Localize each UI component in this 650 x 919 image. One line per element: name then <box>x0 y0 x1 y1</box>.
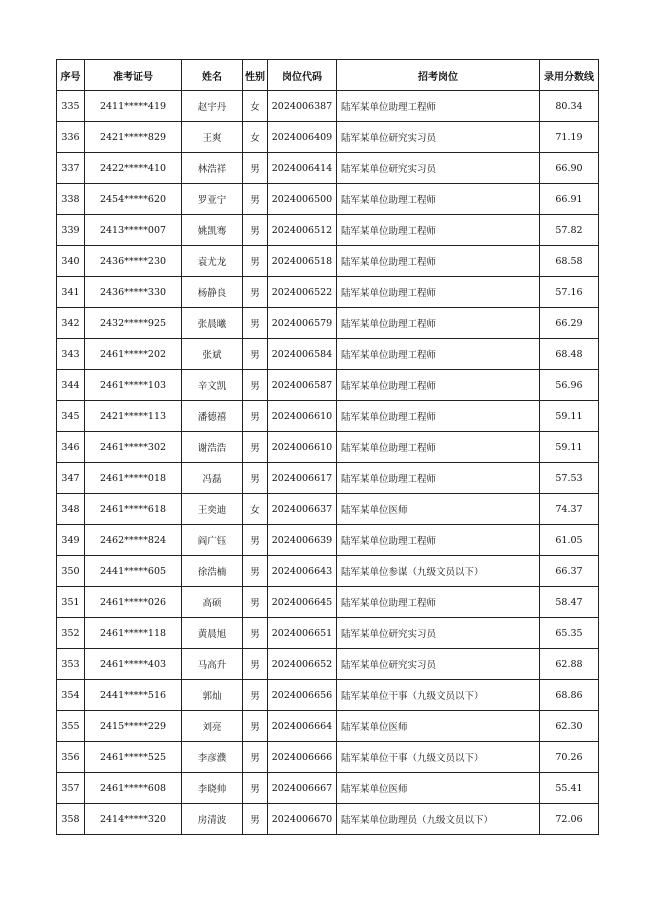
cell-name: 李彦濮 <box>182 742 243 773</box>
cell-score: 66.37 <box>540 556 599 587</box>
cell-seq: 352 <box>57 618 85 649</box>
cell-post-code: 2024006579 <box>268 308 337 339</box>
cell-seq: 351 <box>57 587 85 618</box>
cell-name: 林浩祥 <box>182 153 243 184</box>
cell-name: 辛文凯 <box>182 370 243 401</box>
cell-name: 张斌 <box>182 339 243 370</box>
cell-gender: 男 <box>243 432 268 463</box>
cell-post: 陆军某单位助理工程师 <box>337 339 540 370</box>
cell-seq: 344 <box>57 370 85 401</box>
cell-post: 陆军某单位助理工程师 <box>337 277 540 308</box>
table-row <box>57 91 599 122</box>
cell-gender: 男 <box>243 463 268 494</box>
cell-name: 罗亚宁 <box>182 184 243 215</box>
cell-score: 68.48 <box>540 339 599 370</box>
table-row <box>57 339 599 370</box>
cell-seq: 354 <box>57 680 85 711</box>
cell-gender: 男 <box>243 153 268 184</box>
cell-seq: 335 <box>57 91 85 122</box>
header-post-code: 岗位代码 <box>268 60 337 91</box>
cell-exam-id: 2461*****026 <box>85 587 182 618</box>
cell-post: 陆军某单位研究实习员 <box>337 618 540 649</box>
cell-score: 65.35 <box>540 618 599 649</box>
cell-post-code: 2024006643 <box>268 556 337 587</box>
cell-exam-id: 2454*****620 <box>85 184 182 215</box>
cell-post-code: 2024006652 <box>268 649 337 680</box>
cell-score: 80.34 <box>540 91 599 122</box>
cell-post-code: 2024006666 <box>268 742 337 773</box>
cell-post-code: 2024006500 <box>268 184 337 215</box>
cell-score: 68.86 <box>540 680 599 711</box>
cell-post-code: 2024006414 <box>268 153 337 184</box>
results-table <box>56 59 599 835</box>
table-row <box>57 680 599 711</box>
cell-post: 陆军某单位研究实习员 <box>337 153 540 184</box>
cell-name: 李晓帅 <box>182 773 243 804</box>
table-row <box>57 711 599 742</box>
cell-post-code: 2024006617 <box>268 463 337 494</box>
cell-exam-id: 2461*****608 <box>85 773 182 804</box>
table-row <box>57 153 599 184</box>
table-row <box>57 773 599 804</box>
cell-post-code: 2024006610 <box>268 401 337 432</box>
cell-seq: 337 <box>57 153 85 184</box>
cell-score: 57.53 <box>540 463 599 494</box>
cell-post: 陆军某单位助理工程师 <box>337 246 540 277</box>
cell-exam-id: 2421*****829 <box>85 122 182 153</box>
cell-post-code: 2024006645 <box>268 587 337 618</box>
cell-post-code: 2024006639 <box>268 525 337 556</box>
cell-post: 陆军某单位参谋（九级文员以下） <box>337 556 540 587</box>
cell-gender: 男 <box>243 215 268 246</box>
cell-post: 陆军某单位助理员（九级文员以下） <box>337 804 540 835</box>
cell-name: 刘亮 <box>182 711 243 742</box>
cell-seq: 341 <box>57 277 85 308</box>
cell-post: 陆军某单位助理工程师 <box>337 587 540 618</box>
table-row <box>57 401 599 432</box>
table-row <box>57 525 599 556</box>
cell-gender: 男 <box>243 277 268 308</box>
cell-gender: 男 <box>243 649 268 680</box>
cell-gender: 男 <box>243 618 268 649</box>
cell-gender: 男 <box>243 556 268 587</box>
cell-seq: 340 <box>57 246 85 277</box>
cell-exam-id: 2441*****605 <box>85 556 182 587</box>
table-row <box>57 246 599 277</box>
cell-score: 66.29 <box>540 308 599 339</box>
cell-gender: 男 <box>243 773 268 804</box>
table-row <box>57 556 599 587</box>
cell-score: 70.26 <box>540 742 599 773</box>
cell-post-code: 2024006610 <box>268 432 337 463</box>
cell-gender: 男 <box>243 680 268 711</box>
cell-post: 陆军某单位医师 <box>337 773 540 804</box>
cell-post-code: 2024006518 <box>268 246 337 277</box>
cell-seq: 343 <box>57 339 85 370</box>
cell-post: 陆军某单位助理工程师 <box>337 91 540 122</box>
cell-seq: 356 <box>57 742 85 773</box>
table-body <box>57 91 599 835</box>
cell-exam-id: 2432*****925 <box>85 308 182 339</box>
cell-score: 56.96 <box>540 370 599 401</box>
table-row <box>57 122 599 153</box>
cell-gender: 男 <box>243 339 268 370</box>
cell-score: 55.41 <box>540 773 599 804</box>
table-row <box>57 277 599 308</box>
cell-post: 陆军某单位助理工程师 <box>337 401 540 432</box>
cell-post: 陆军某单位研究实习员 <box>337 649 540 680</box>
cell-exam-id: 2411*****419 <box>85 91 182 122</box>
cell-seq: 347 <box>57 463 85 494</box>
cell-seq: 346 <box>57 432 85 463</box>
cell-seq: 336 <box>57 122 85 153</box>
header-row <box>57 60 599 91</box>
cell-post: 陆军某单位干事（九级文员以下） <box>337 742 540 773</box>
cell-exam-id: 2436*****230 <box>85 246 182 277</box>
cell-post-code: 2024006409 <box>268 122 337 153</box>
cell-post-code: 2024006637 <box>268 494 337 525</box>
cell-post-code: 2024006667 <box>268 773 337 804</box>
cell-post: 陆军某单位助理工程师 <box>337 525 540 556</box>
cell-exam-id: 2461*****403 <box>85 649 182 680</box>
cell-post-code: 2024006670 <box>268 804 337 835</box>
cell-gender: 男 <box>243 711 268 742</box>
header-score: 录用分数线 <box>540 60 599 91</box>
cell-score: 59.11 <box>540 401 599 432</box>
cell-seq: 350 <box>57 556 85 587</box>
cell-exam-id: 2436*****330 <box>85 277 182 308</box>
cell-seq: 342 <box>57 308 85 339</box>
cell-seq: 339 <box>57 215 85 246</box>
cell-post: 陆军某单位医师 <box>337 711 540 742</box>
cell-post: 陆军某单位助理工程师 <box>337 215 540 246</box>
cell-post-code: 2024006587 <box>268 370 337 401</box>
cell-exam-id: 2462*****824 <box>85 525 182 556</box>
table-row <box>57 649 599 680</box>
cell-gender: 男 <box>243 525 268 556</box>
cell-exam-id: 2461*****202 <box>85 339 182 370</box>
cell-post-code: 2024006512 <box>268 215 337 246</box>
cell-seq: 349 <box>57 525 85 556</box>
header-exam-id: 准考证号 <box>85 60 182 91</box>
table-row <box>57 587 599 618</box>
cell-name: 房清波 <box>182 804 243 835</box>
cell-post: 陆军某单位助理工程师 <box>337 370 540 401</box>
table-header <box>57 60 599 91</box>
table-row <box>57 370 599 401</box>
cell-name: 马高升 <box>182 649 243 680</box>
cell-score: 57.16 <box>540 277 599 308</box>
cell-name: 谢浩浩 <box>182 432 243 463</box>
cell-post: 陆军某单位研究实习员 <box>337 122 540 153</box>
table-row <box>57 804 599 835</box>
cell-score: 59.11 <box>540 432 599 463</box>
cell-seq: 353 <box>57 649 85 680</box>
cell-score: 62.88 <box>540 649 599 680</box>
cell-score: 74.37 <box>540 494 599 525</box>
cell-gender: 女 <box>243 91 268 122</box>
cell-gender: 女 <box>243 494 268 525</box>
table-row <box>57 184 599 215</box>
cell-name: 王奕迪 <box>182 494 243 525</box>
cell-name: 杨静良 <box>182 277 243 308</box>
cell-seq: 358 <box>57 804 85 835</box>
cell-gender: 男 <box>243 587 268 618</box>
cell-post-code: 2024006387 <box>268 91 337 122</box>
cell-score: 68.58 <box>540 246 599 277</box>
cell-exam-id: 2461*****618 <box>85 494 182 525</box>
cell-score: 58.47 <box>540 587 599 618</box>
cell-post-code: 2024006584 <box>268 339 337 370</box>
cell-seq: 338 <box>57 184 85 215</box>
cell-gender: 男 <box>243 370 268 401</box>
header-post: 招考岗位 <box>337 60 540 91</box>
cell-exam-id: 2415*****229 <box>85 711 182 742</box>
table-row <box>57 215 599 246</box>
table-row <box>57 463 599 494</box>
cell-exam-id: 2441*****516 <box>85 680 182 711</box>
cell-seq: 348 <box>57 494 85 525</box>
cell-exam-id: 2422*****410 <box>85 153 182 184</box>
cell-name: 冯磊 <box>182 463 243 494</box>
cell-post: 陆军某单位医师 <box>337 494 540 525</box>
cell-post-code: 2024006651 <box>268 618 337 649</box>
cell-post: 陆军某单位助理工程师 <box>337 308 540 339</box>
cell-gender: 男 <box>243 184 268 215</box>
cell-exam-id: 2421*****113 <box>85 401 182 432</box>
header-seq: 序号 <box>57 60 85 91</box>
cell-post-code: 2024006656 <box>268 680 337 711</box>
cell-post: 陆军某单位助理工程师 <box>337 463 540 494</box>
cell-exam-id: 2461*****302 <box>85 432 182 463</box>
table-row <box>57 494 599 525</box>
cell-exam-id: 2461*****525 <box>85 742 182 773</box>
cell-seq: 357 <box>57 773 85 804</box>
cell-post: 陆军某单位助理工程师 <box>337 184 540 215</box>
table-row <box>57 432 599 463</box>
cell-post-code: 2024006522 <box>268 277 337 308</box>
cell-gender: 男 <box>243 804 268 835</box>
cell-score: 66.90 <box>540 153 599 184</box>
cell-post: 陆军某单位助理工程师 <box>337 432 540 463</box>
cell-exam-id: 2461*****103 <box>85 370 182 401</box>
table-row <box>57 308 599 339</box>
cell-name: 徐浩楠 <box>182 556 243 587</box>
header-gender: 性别 <box>243 60 268 91</box>
cell-gender: 男 <box>243 742 268 773</box>
cell-exam-id: 2413*****007 <box>85 215 182 246</box>
cell-score: 71.19 <box>540 122 599 153</box>
cell-gender: 女 <box>243 122 268 153</box>
cell-post: 陆军某单位干事（九级文员以下） <box>337 680 540 711</box>
table-row <box>57 742 599 773</box>
cell-exam-id: 2414*****320 <box>85 804 182 835</box>
cell-name: 袁尤龙 <box>182 246 243 277</box>
cell-gender: 男 <box>243 246 268 277</box>
cell-name: 张晨曦 <box>182 308 243 339</box>
cell-score: 66.91 <box>540 184 599 215</box>
cell-score: 72.06 <box>540 804 599 835</box>
cell-name: 赵宇丹 <box>182 91 243 122</box>
cell-name: 郭灿 <box>182 680 243 711</box>
cell-name: 黄晨旭 <box>182 618 243 649</box>
cell-name: 高硕 <box>182 587 243 618</box>
cell-gender: 男 <box>243 308 268 339</box>
cell-name: 阎广钰 <box>182 525 243 556</box>
table-row <box>57 618 599 649</box>
cell-name: 王爽 <box>182 122 243 153</box>
cell-score: 57.82 <box>540 215 599 246</box>
cell-name: 姚凯骞 <box>182 215 243 246</box>
cell-score: 61.05 <box>540 525 599 556</box>
cell-score: 62.30 <box>540 711 599 742</box>
cell-exam-id: 2461*****018 <box>85 463 182 494</box>
cell-exam-id: 2461*****118 <box>85 618 182 649</box>
header-name: 姓名 <box>182 60 243 91</box>
cell-seq: 355 <box>57 711 85 742</box>
cell-seq: 345 <box>57 401 85 432</box>
cell-post-code: 2024006664 <box>268 711 337 742</box>
cell-gender: 男 <box>243 401 268 432</box>
cell-name: 潘德禧 <box>182 401 243 432</box>
